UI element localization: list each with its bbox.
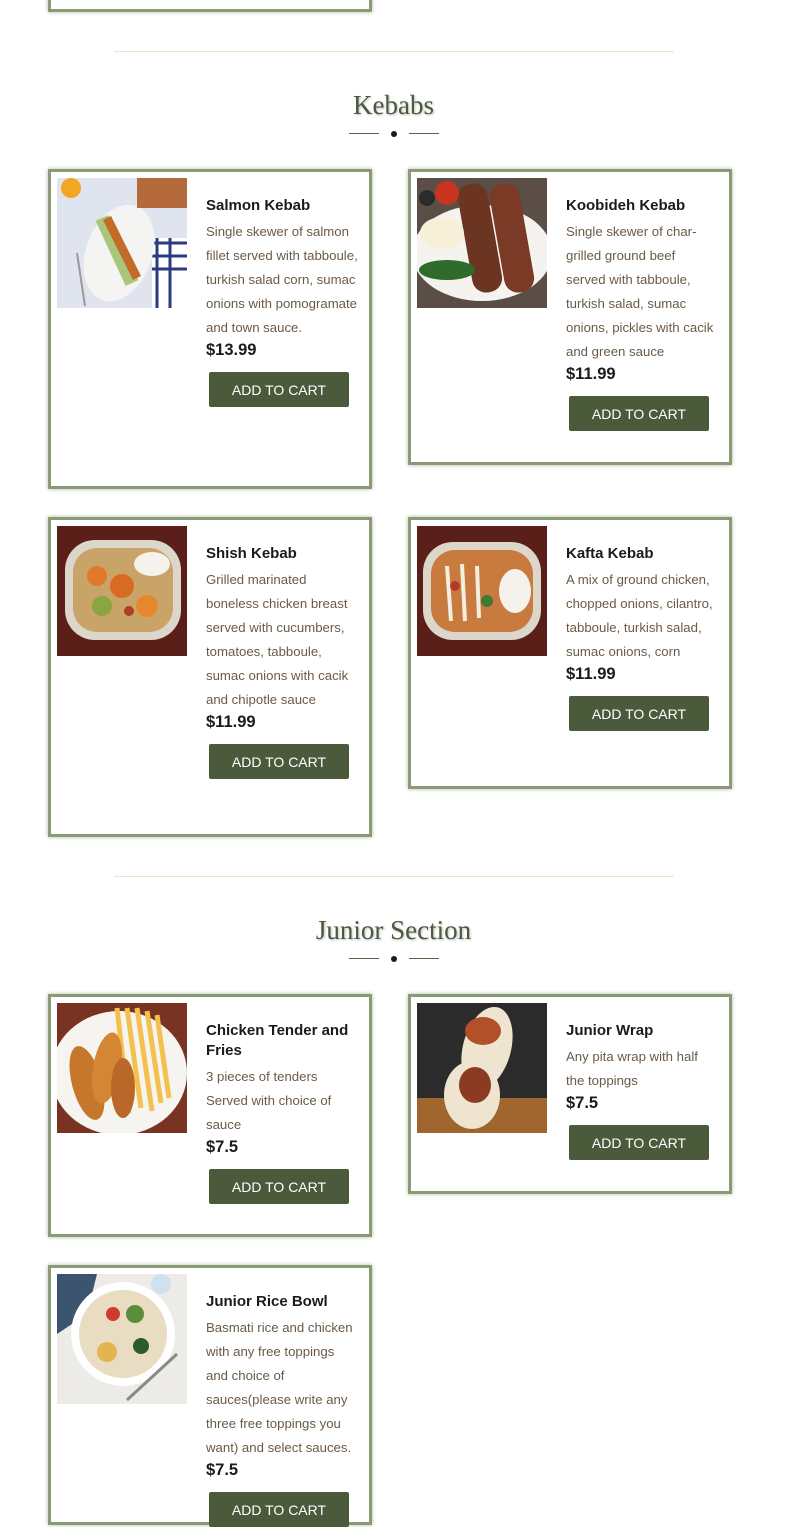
- add-to-cart-button[interactable]: ADD TO CART: [569, 1125, 709, 1160]
- add-to-cart-button[interactable]: ADD TO CART: [569, 696, 709, 731]
- add-to-cart-button[interactable]: ADD TO CART: [209, 372, 349, 407]
- menu-item-card: [48, 1265, 372, 1525]
- chicken-tenders-photo[interactable]: [57, 1003, 187, 1133]
- section-title: Junior Section: [315, 915, 472, 945]
- item-name: Junior Rice Bowl: [206, 1293, 328, 1310]
- item-price: $11.99: [206, 713, 256, 731]
- item-name: Chicken Tender and Fries: [206, 1022, 349, 1059]
- item-name: Junior Wrap: [566, 1022, 654, 1039]
- title-ornament: [349, 956, 439, 962]
- add-to-cart-button[interactable]: ADD TO CART: [569, 396, 709, 431]
- junior-rice-bowl-photo[interactable]: [57, 1274, 187, 1404]
- salmon-kebab-photo[interactable]: [57, 178, 187, 308]
- menu-item-card: [48, 0, 372, 12]
- add-to-cart-button[interactable]: ADD TO CART: [209, 1492, 349, 1527]
- item-description: Grilled marinated boneless chicken breast served with cucumbers, tomatoes, tabboule, sumac onions with cacik and chipotle sauce: [206, 572, 349, 707]
- add-to-cart-button[interactable]: ADD TO CART: [209, 1169, 349, 1204]
- item-description: Any pita wrap with half the toppings: [566, 1049, 698, 1088]
- title-ornament: [349, 131, 439, 137]
- item-description: 3 pieces of tenders Served with choice of sauce: [206, 1069, 332, 1132]
- koobideh-kebab-photo[interactable]: [417, 178, 547, 308]
- item-price: $7.5: [206, 1461, 239, 1479]
- shish-kebab-photo[interactable]: [57, 526, 187, 656]
- add-to-cart-button[interactable]: ADD TO CART: [209, 744, 349, 779]
- menu-item-card: [408, 994, 732, 1194]
- item-description: A mix of ground chicken, chopped onions, cilantro, tabboule, turkish salad, sumac onions, corn: [566, 572, 713, 659]
- item-price: $7.5: [566, 1094, 599, 1112]
- section-title: Kebabs: [353, 90, 434, 120]
- item-name: Kafta Kebab: [566, 545, 654, 562]
- item-price: $13.99: [206, 341, 257, 359]
- item-description: Single skewer of salmon fillet served with tabboule, turkish salad corn, sumac onions with pomogramate and town sauce.: [206, 224, 358, 335]
- item-name: Salmon Kebab: [206, 197, 311, 214]
- kafta-kebab-photo[interactable]: [417, 526, 547, 656]
- item-description: Basmati rice and chicken with any free toppings and choice of sauces(please write any three free toppings you want) and select sauces.: [206, 1320, 353, 1455]
- section-divider: [114, 876, 674, 877]
- menu-item-card: [408, 169, 732, 465]
- item-price: $11.99: [566, 365, 616, 383]
- junior-wrap-photo[interactable]: [417, 1003, 547, 1133]
- menu-item-card: [48, 517, 372, 837]
- section-divider: [114, 51, 674, 52]
- menu-item-card: [48, 169, 372, 489]
- item-price: $7.5: [206, 1138, 239, 1156]
- menu-item-card: [408, 517, 732, 789]
- item-description: Single skewer of char-grilled ground beef served with tabboule, turkish salad, sumac onions, pickles with cacik and green sauce: [566, 224, 714, 359]
- item-price: $11.99: [566, 665, 616, 683]
- menu-item-card: [48, 994, 372, 1237]
- item-name: Shish Kebab: [206, 545, 297, 562]
- item-name: Koobideh Kebab: [566, 197, 686, 214]
